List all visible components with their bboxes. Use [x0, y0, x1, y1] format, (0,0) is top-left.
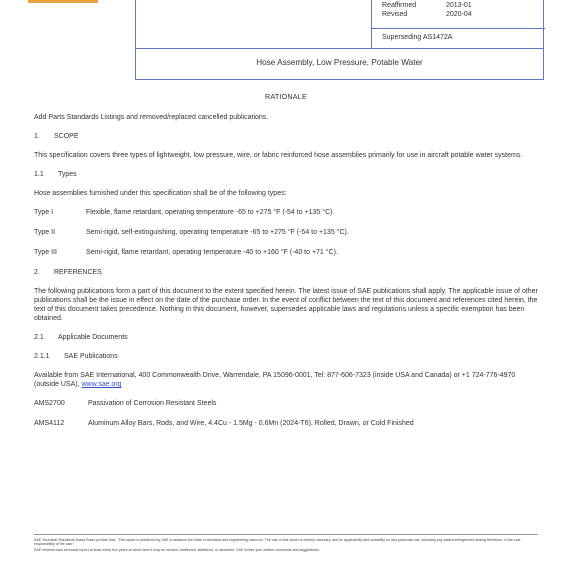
page-footer [34, 534, 538, 553]
reaffirmed-label: Reaffirmed [382, 2, 417, 9]
reference-doc-title: Aluminum Alloy Bars, Rods, and Wire, 4.4Cu - 1.5Mg - 0.6Mn (2024-T6), Rolled, Drawn, or Cold Finished [88, 420, 414, 427]
section-number: 2. [34, 269, 40, 276]
availability-text [34, 371, 538, 389]
section-title: Applicable Documents [58, 334, 128, 341]
reference-doc-item [34, 419, 538, 428]
section-title: Types [58, 171, 77, 178]
sae-website-link[interactable]: www.sae.org [81, 381, 122, 388]
revised-row [382, 11, 472, 18]
header-divider [136, 48, 543, 49]
sae-logo-strip [28, 0, 98, 3]
reaffirmed-row [382, 2, 472, 9]
rationale-heading: RATIONALE [264, 92, 307, 101]
reference-doc-title: Passivation of Corrosion Resistant Steels [88, 400, 217, 407]
reference-doc-id: AMS2700 [34, 400, 65, 407]
type-description: Semi-rigid, self-extinguishing, operating temperature -65 to +275 °F (-54 to +135 °C). [86, 229, 349, 236]
section-number: 1.1 [34, 171, 44, 178]
revised-date: 2020-04 [446, 11, 472, 18]
document-body [34, 92, 538, 439]
section-number: 1. [34, 133, 40, 140]
type-item [34, 208, 538, 217]
type-label: Type II [34, 229, 56, 236]
document-title: Hose Assembly, Low Pressure, Potable Water [256, 58, 423, 67]
type-description: Semi-rigid, flame retardant, operating temperature -40 to +160 °F (-40 to +71 °C). [86, 249, 338, 256]
type-label: Type III [34, 249, 57, 256]
applicable-documents-heading [34, 333, 538, 342]
reference-doc-id: AMS4112 [34, 420, 65, 427]
reference-doc-item [34, 399, 538, 408]
type-description: Flexible, flame retardant, operating temperature -65 to +275 °F (-54 to +135 °C). [86, 209, 335, 216]
scope-text: This specification covers three types of lightweight, low pressure, wire, or fabric reinforced hose assemblies primarily for use in aircraft potable water systems. [34, 152, 523, 159]
types-heading [34, 170, 538, 179]
references-heading [34, 268, 538, 277]
scope-heading [34, 132, 538, 141]
header-divider [371, 0, 372, 48]
document-header-box [135, 0, 544, 80]
section-title: SCOPE [54, 133, 79, 140]
type-item [34, 228, 538, 237]
section-number: 2.1 [34, 334, 44, 341]
section-title: SAE Publications [64, 353, 118, 360]
reaffirmed-date: 2013-01 [446, 2, 472, 9]
type-label: Type I [34, 209, 54, 216]
rationale-text: Add Parts Standards Listings and removed/replaced cancelled publications. [34, 114, 269, 121]
footer-disclaimer: SAE Technical Standards Board Rules provide that: "This report is published by SAE to advance the state of technical and engineering sciences. The use of this report is entirely voluntary, and its applicability and suitability for any particular use, including any patent infringement arising therefrom, is the sole responsibility of the user." [34, 538, 521, 547]
superseding-note: Superseding AS1472A [382, 34, 453, 41]
references-text: The following publications form a part of this document to the extent specified herein. The latest issue of SAE publications shall apply. The applicable issue of other publications shall be the issue in effect on the date of the purchase order. In the event of conflict between the text of this document and references cited herein, the text of this document takes precedence. Nothing in this document, however, supersedes applicable laws and regulations unless a specific exemption has been obtained. [34, 288, 538, 322]
section-number: 2.1.1 [34, 353, 50, 360]
availability-body: Available from SAE International, 400 Commonwealth Drive, Warrendale, PA 15096-0001, Tel: 877-606-7323 (inside USA and Canada) or +1 724-776-4970 (outside USA), [34, 372, 516, 388]
section-title: REFERENCES [54, 269, 102, 276]
types-intro: Hose assemblies furnished under this specification shall be of the following types: [34, 190, 287, 197]
footer-review-note: SAE reviews each technical report at least every five years at which time it may be revised, reaffirmed, stabilized, or cancelled. SAE invites your written comments and suggestions. [34, 547, 320, 552]
revised-label: Revised [382, 11, 408, 18]
header-divider [371, 28, 545, 29]
type-item [34, 248, 538, 257]
sae-publications-heading [34, 352, 538, 361]
